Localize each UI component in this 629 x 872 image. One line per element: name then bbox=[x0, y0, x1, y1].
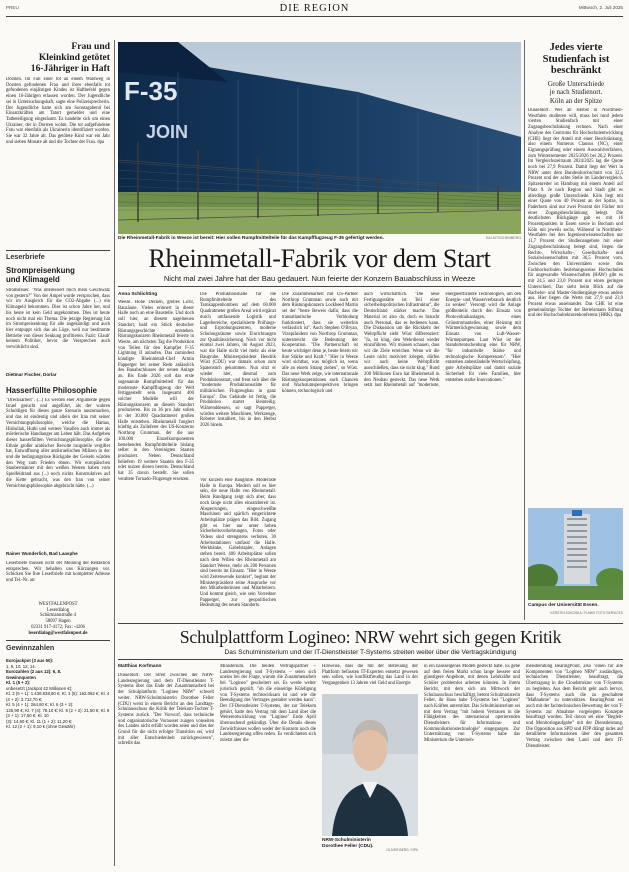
main-article-column-3: Vor kurzem eine Baugrube. Modernste Halle in Europa. Modern soll es hier sein, die neue Halle von Rheinmetall. Beim Rundgang zeigt sich aber, dass noch lange nicht alles einsatzbereit ist. Absperrungen, eingeschweißte Maschinen und spärlich eingerichtete Arbeitsplätze prägen das Bild. Zugang gibt es hier nur unter hohen Sicherheitsvorkehrungen, Fotos oder Videos sind strengstens verboten. 30 Arbeitsstationen umfasst die Halle. Werkbänke, Gabelstapler, Anlagen stehen bereit. 400 Arbeitsplätze sollen nach dem Willen des Rheinmetall am Standort Weeze, mehr als 200 Personen sind bereits im Einsatz. "Hier in Weeze wird Zeitenwende konkret", beginnt der Ministerpräsident seine Ansprache vor den Mitarbeiterinnen und Mitarbeitern. Und kommt gleich, wie sein Vorredner Papperger, zur geopolitischen Bedeutung des neuen Standorts. bbox=[200, 478, 276, 609]
contact-address: WESTFALENPOST Leserdialog Schürmannstraße 4 58097 Hagen 02331 917-4172; Fax: -4206 leserdialog@westfalenpost.de bbox=[6, 602, 110, 636]
main-article-column-2: Die Produktionshalle für die Rumpfmittelteile des Tarnkappenbombers auf dem 60.000 Quadratmeter großen Areal wird ergänzt durch umfassende Logistik und Lagerbereiche, spezialisierte Prüfungs- und Erprobungszentren, moderne Schulungsräume sowie Einrichtungen zur Qualitätssicherung. Noch vor nicht einmal zwei Jahren, im August 2023, war die Halle nicht viel mehr als eine Baugrube. Ministerpräsident Hendrik Wüst (CDU) war damals schon zum Spatenstich gekommen. Nun sitzt er wieder hier, diesmal zum Produktionsstart, und freut sich über die "modernste Produktionsstätte für militärischen Flugzeugbau in ganz Europa". Das Gebäude ist fertig, die Produktion startet kleinteilig. Währenddessen, so sagt Papperger, würden weitere Maschinen, Werkzeuge, Roboter installiert, bis in den Herbst 2026 hinein. bbox=[200, 292, 276, 429]
contact-note: Leserbriefe müssen nicht der Meinung der Redaktion entsprechen. Wir behalten uns Kürzungen vor. Schicken Sie Ihre Leserbriefe mit kompletter Adresse und Tel.-Nr. an: bbox=[6, 561, 110, 584]
bottom-article-column-3: Hinweise, dass die mit der Betreuung der Plattform befassten IT-Experten entsetzt gewesen sein sollen, wie konfliktfreudig das Land in der Vergangenheit 13 Jahren viel Geld und Energie bbox=[322, 664, 418, 687]
main-photo-caption: Die Rheinmetall-Fabrik in Weeze ist bereit: Hier sollen Rumpfmittelteile für das Kampfflugzeug F-35 gefertigt werden. bbox=[118, 236, 384, 241]
right-headline: Jedes vierte Studienfach ist beschränkt bbox=[542, 42, 610, 77]
bottom-article-column-5: mensberatung BearingPoint, also "einen für alle Komponenten von "Logineo NRW" zuständigen, technischen Dienstleister, beauftragt, die Übertragung in die Cloudstruktur von T-Systems zu begleiten. Aus dem Bericht geht auch hervor, dass T-Systems auch die zu geschaltete "Maßnahme" zu unterstützen. BearingPoint sei auch mit der fachtechnischen Bewertung der von T-Systems zur Abnahme vorgelegten Konzepte beauftragt worden. Teil davon sei eine "Begleit- und Monitoringaufgabe" mit der Dienstleistung. Die Opposition aus SPD und FDP drängt indes auf detaillierte Informationen über den gesamten Vertrag zwischen dem Land und dem IT-Dienstleister. bbox=[526, 664, 623, 749]
leserbriefe-label: Leserbriefe bbox=[6, 252, 45, 261]
headline-line: Frau und bbox=[71, 41, 110, 52]
section-title: DIE REGION bbox=[279, 3, 350, 14]
bottom-dek-rule bbox=[118, 659, 623, 660]
main-article-column-5: auch wirtschaftlich. "Die neue Fertigungsstätte ist Teil einer sicherheitspolitischen Infrastruktur", die Deutschland stärker mache. Das Material ist also da, doch es braucht auch Personal, das es bedienen kann. Die Diskussion um die Rückkehr der Wehrpflicht sieht Wüst differenziert: "Ja, ist klug, den Wehrdienst wieder einzuführen. Wir müssen schauen, dass wir die Ziele erreichen. Wenn wir die Leute nicht motiviert kriegen, dürfen wir auch keine Wehrpflicht ausschließen, dass sie nicht klug." Rund 200 Millionen Euro hat Rheinmetall in den Neubau gesteckt. Das neue Werk setzt laut Rheinmetall auf "modernste, energieeffiziente Technologien, um den Energie- und Wasserverbrauch deutlich zu senken" Versorgt wird die Anlage größtenteils durch den Einsatz von Photovoltaikanlagen, eines Grünstromanteiles, einer Heizung mit Wärmerückgewinnung sowie dem Einsatz von Luft-Wasser-Wärmepumpen. Laut Wüst ist der Standortentscheidung eine für NRW, "für industrielle Stärke und technologische Kompetenzen". "Hier entstehen anbeständelle Wertschöpfung, gute Arbeitsplätze und damit soziale Sicherheit für viele Familien, hier entstehen starke Innovationen." bbox=[364, 292, 521, 389]
portrait-credit: OLIVER BERG / DPA bbox=[386, 848, 418, 852]
right-article-text: Düsseldorf. Wer ab Herbst in Nordrhein-Westfalen studieren will, muss bei rund jedem vierten Studienfach mit einer Zugangsbeschränkung rechnen. Nach einer Analyse des Centrums für Hochschulentwicklung (CHE) liegt der Anteil mit einer Beschränkung, also einem Numerus Clausus (NC), einer Eignungsprüfung oder einem Auswahlverfahren, zum Wintersemester 2025/2026 bei 26,2 Prozent. Im Vergleichszeitraum 2024/2025 lag die Quote noch bei 27,9 Prozent. Damit liegt der Wert in NRW unter dem Bundesdurchschnitt von 32,5 Prozent und der achte Stelle im Ländervergleich. Spitzenreiter ist Hamburg mit einem Anteil auf Platz 9. Je nach Region und Stadt gibt es allerdings große Unterschiede. Köln liegt mit einer Quote von 40 Prozent an der Spitze, in Paderborn sind nur zwei Prozent der Fächer mit einer Zugangsbeschränkung belegt. Die deutlichsten Rückgänge gab es mit 16 Prozentpunkten in Essen sowie in Bochum und Köln mit jeweils sechs. Während in Nordrhein-Westfalen bei den Ingenieurwissenschaften nur 11,7 Prozent der Studienangebote mit einer Zugangsbeschränkung belegt sind, liegen die Rechts-, Wirtschafts-, Gesellschafts- und Sozialwissenschaften mit 36,5 Prozent vorn. Zwischen den Universitäten sowie den Fachhochschulen beziehungsweise Hochschulen für angewandte Wissenschaften (HAW) gibt es mit 24,5 und 23,0 Prozent nur einen geringen Unterschied. Das sieht beim Blick auf die Bachelor- und Master-Studiengänge etwas anders aus. Hier liegen die Werte mit 27,9 und 23,9 Prozent etwas auseinander. Das CHE ist eine gemeinnützige Tochter der Bertelsmann Stiftung und der Hochschulrektorenkonferenz (HRK). dpa bbox=[528, 108, 623, 319]
left-news-headline bbox=[6, 42, 110, 74]
divider bbox=[6, 250, 110, 251]
feller-portrait-photo bbox=[322, 694, 418, 836]
main-author: Anna Schlichting bbox=[118, 292, 158, 297]
main-photo-credit: KAI KITSCHENBERG bbox=[485, 236, 521, 240]
main-article-column-4: Die Zusammenarbeit mit US-Partner Northrop Grumman sowie auch mit dem Rüstungskonzern Lockheed Martin sei der "beste Beweis dafür, dass die transatlantische Verbindung funktioniert, dass sie weiterhin verlässlich ist". Auch Stephen O'Bryan, Vizepräsident von Northrop Grumman, unterstreicht die Bedeutung der Kooperation. "Die Partnerschaft ist heute wichtiger denn je, heute feiern wir ihre Stärke und Kraft." "Hier in Weeze wird sichtbar, was möglich ist, wenn alle an einem Strang ziehen", so Wüst. Das neue Werk zeige, wie internationale Rüstungskooperationen auch Chancen und Wachstumsperspektiven bringen können, technologisch und bbox=[282, 292, 358, 394]
letter1-text: Stromsteuer. "Was interessiert mich mein Geschwätz von gestern?" Von der Ampel wurde versprochen, dass wir im Ausgleich für die CO2-Abgabe (...) ein Klimageld bekommen. Dies ist schon Jahre her, und bis heute ist kein Geld angekommen. Dies ist heute noch nicht mal ein Thema. Die jetzige Regierung hat im Strompreisenkung für alle angekündigt und auch hier entpuppt sich das als Lüge, weil nur bestimmte Betriebe von dieser Senkung profitieren. Fazit: Glaub' keinem Politiker, bevor die Versprechen auch verwirklicht sind. bbox=[6, 288, 110, 351]
factory-photo-illustration bbox=[118, 42, 521, 234]
letter2-author: Rainer Wunderlich, Bad Laasphe bbox=[6, 551, 78, 556]
building-f35-letters: F-35 bbox=[124, 76, 178, 106]
right-dek: Große Unterschiede je nach Studienort. Köln an der Spitze bbox=[547, 80, 605, 105]
header-rule bbox=[6, 16, 623, 17]
bottom-article-column-2: Ministerium. Die beiden Vertragspartner – Landesregierung und T-Systems – seien sich uneins bei der Frage, warum die Zusammenarbeit bei "Logineo" gescheitert sei. Es werde weiter juristisch geprüft, "ob die einseitige Kündigung von T-Systems rechtswirksam ist und wie die Beendigung des Vertrages gestaltet werden kann". Der IT-Dienstleister T-Systems, der zur Telekom gehört, hatte den Vertrag mit dem Land über die Weiterentwicklung von "Logineo" Ende April überraschend gekündigt. Über die Details dieses Zerwürfnisses wollen weder der Konzern noch die Landesregierung offen reden. Es verdichteten sich zuletzt aber die bbox=[220, 664, 316, 744]
building-join-letters: JOIN bbox=[146, 122, 189, 142]
bottom-article-column-1: Düsseldorf. Der Streit zwischen der NRW-Landesregierung und dem IT-Dienstleister T-Systems über das Ende der Zusammenarbeit bei der Schulplattform "Logineo NRW" schwelt weiter. NRW-Schulministerin Dorothee Feller (CDU) weist in einem Bericht an den Landtags-Schulausschuss die Kritik der Telekom-Tochter T-Systems zurück. "Der Vorwurf, dass technische und organisatorische Vorausset zungen vonseiten des Landes nicht erfüllt worden seien und dies der Grund für die nicht erfolgte Transition sei, wird mit aller Entschiedenheit zurückgewiesen", schreibt das bbox=[118, 673, 214, 747]
right-column-divider bbox=[524, 40, 525, 620]
left-column-divider bbox=[114, 40, 115, 866]
bottom-headline: Schulplattform Logineo: NRW wehrt sich gegen Kritik bbox=[179, 627, 562, 647]
campus-photo-credit: KERSTIN KOKOSKA / FUNKE FOTO SERVICES bbox=[550, 611, 623, 615]
rheinmetall-factory-photo bbox=[118, 42, 521, 234]
divider bbox=[6, 640, 110, 641]
main-article-column-1: Weeze. Hohe Decken, grelles Licht, Bauzäune. Vieles erinnert in dieser Halle noch an eine Baustelle. Und doch soll hier, an diesem nagelneuen Standort, bald ein Stück deutscher Rüstungsgeschichte entstehen. Rüstungskonzern Rheinmetall feierte in Weeze, am nächsten Tag die Produktion von Teilen für den Kampfjet F-35 Lightning II anlaufen. Das zumindest kündigte Rheinmetall-Chef Armin Papperger bei seiner Rede anlässlich des Bauabschlusses der neuen Anlage an. Bis Ende 2026 soll das erste sogenannte Rumpfmittelteil für das modernste Kampfflugzeug der Welt fertiggestellt sein. Insgesamt 400 solcher Modelle will der Rüstungskonzern an diesem Standort produzieren. Bis zu 36 pro Jahr sollen in der 30.000 Quadratmeter großen Halle entstehen. Rheinmetall fungiert künftig als Zulieferer des US-Konzerns Northrop Grumman, der die aus 100.000 Einzelkomponenten bestehenden Rumpfmittelteile bislang selbst in den Vereinigten Staaten produziert. Neben Deutschland beliefern 19 weitere Staaten den F-35 oder nutzen diesen bereits. Deutschland hat 35 davon bestellt. Sie sollen veraltete Tornado-Flugzeuge ersetzen. bbox=[118, 300, 194, 482]
portrait-caption: NRW-Schulministerin Dorothee Feller (CDU). bbox=[322, 838, 374, 849]
campus-photo-illustration bbox=[528, 508, 623, 600]
essen-campus-photo bbox=[528, 508, 623, 600]
lottery-results: Eurojackpot (3 aus 50): 1, 9, 10, 12, 14. Eurozahlen (2 aus 12): 6, 8. Gewinnquoten Kl. 1 (5 + 2): unbesetzt (Jackpot 42 Millionen €); Kl. 2 (5 + 1): 1.436.838,60 €; Kl. 3 (5): 162.062 €; Kl. 4 (4 + 2): 3.712,70 €; Kl. 5 (4 + 1): 264,60 €; Kl. 6 (3 + 2): 126,90 €; Kl. 7 (4): 78,10 €; Kl. 8 (2 + 2): 21,50 €; Kl. 9 (3 + 1): 17,50 €; Kl. 10 (3): 14,60 €; Kl. 11 (1 + 2): 11,20 €; Kl. 12 (2 + 1): 9,10 € (ohne Gewähr) bbox=[6, 658, 110, 729]
bottom-author: Matthias Korfmann bbox=[118, 664, 162, 669]
main-dek-rule bbox=[118, 286, 521, 287]
headline-line: Kleinkind getötet bbox=[38, 51, 110, 63]
letter2-text: "Drecksarbeit". (...) Es werden eher Argumente gegen Israel gesucht und angeführt, als der wahren Schuldigen für dieses ganze Szenario auszumachen, und das ist eindeutig und allein der Iran mit seiner Vernichtungsphilosophie, welche die Hamas, Hisbollah, Huthi und weitere Vasallen auch immer als mörderische Handlanger am Leben hält. Das Aufgeben dieser hasserfüllten Vernichtungsphilosophie, die die Ethnie großer arabischer Revolte rungsteile vergiftet hat, Entwaffnung aller antiisraelischen Milizen in der und die bedingungslose Rückgabe der Geiseln würden den Weg zum Frieden ebnen. Wir europäischen Staubermänner mit den weißen Westen haben vom Spielfeldrand aus (...) noch nichts Konstruktives auf die Kette gebracht, was den Iran von seiner Vernichtungsphilosophie abgebracht hätte. (...) bbox=[6, 398, 110, 489]
bottom-article-column-4: in ein hausseigenes Modell gesteckt habe. Es gebe auf dem freien Markt schon lange bessere und günstigere Angebote, mit denen Lehrkräfte und Schüler problemlos arbeiten könnten. In ihrem Bericht, mit dem sich am Mittwoch der Schulausschuss beschäftigt, betont Schulministerin Feller, ihr Haus habe T-Systems bei "Logineo" nach Kräften unterstützt. Das Schulministerium sei mit dem Vertrag "mit hohem Vertrauen in die Fähigkeiten des international operierenden Dienstleisters für Informations- und Kommunikationstechnologie" eingegangen. Zur Unterstützung von T-Systems habe das Ministerium die Unterneh- bbox=[424, 664, 520, 744]
bottom-dek: Das Schulministerium und der IT-Dienstleister T-Systems streiten weiter über die Vertragskündigung bbox=[224, 649, 517, 656]
portrait-illustration bbox=[322, 694, 418, 836]
main-dek: Nicht mal zwei Jahre hat der Bau gedauert. Nun feierte der Konzern Bauabschluss in Weeze bbox=[163, 274, 476, 283]
campus-photo-caption: Campus der Universität Essen. bbox=[528, 603, 599, 608]
header-date: Mittwoch, 2. Juli 2025 bbox=[578, 5, 623, 10]
headline-line: 16-Jähriger in Haft bbox=[30, 62, 110, 74]
main-headline: Rheinmetall-Fabrik vor dem Start bbox=[148, 244, 491, 273]
letter2-headline: Hasserfüllte Philosophie bbox=[6, 386, 97, 395]
letter1-headline: Strompreisenkung und Klimageld bbox=[6, 266, 75, 284]
header-left-tag: PREU bbox=[6, 5, 19, 10]
gewinnzahlen-label: Gewinnzahlen bbox=[6, 643, 55, 652]
bottom-story-rule bbox=[118, 623, 623, 624]
letter1-author: Dietmar Fischer, Dorlar bbox=[6, 372, 57, 377]
left-news-text: Dorsten. Im Fall einer tot an einem Waldweg in Dorsten gefundenen Frau und ihres ebenfalls tot gefundenen einjährigen Kindes ist Haftbefehl gegen einen 16-Jährigen erlassen worden. Der Jugendliche sei in Untersuchungshaft, sagte eine Polizeisprecherin. Der Jugendliche hatte sich am Sonntagabend bei Einsatzkräften am Tatort gemeldet und eine Tatbeteiligung eingeräumt. Es handelte sich um einen Ukrainer, der in Dorsten wohnt. Die tot aufgefundene Frau war ebenfalls als Ukrainerin identifiziert worden. Sie war 32 Jahre alt. Das getötete Kind war ein Jahr und sieben Monate alt und die Tochter der Frau. dpa bbox=[6, 77, 110, 145]
contact-email[interactable]: leserdialog@westfalenpost.de bbox=[28, 630, 88, 636]
